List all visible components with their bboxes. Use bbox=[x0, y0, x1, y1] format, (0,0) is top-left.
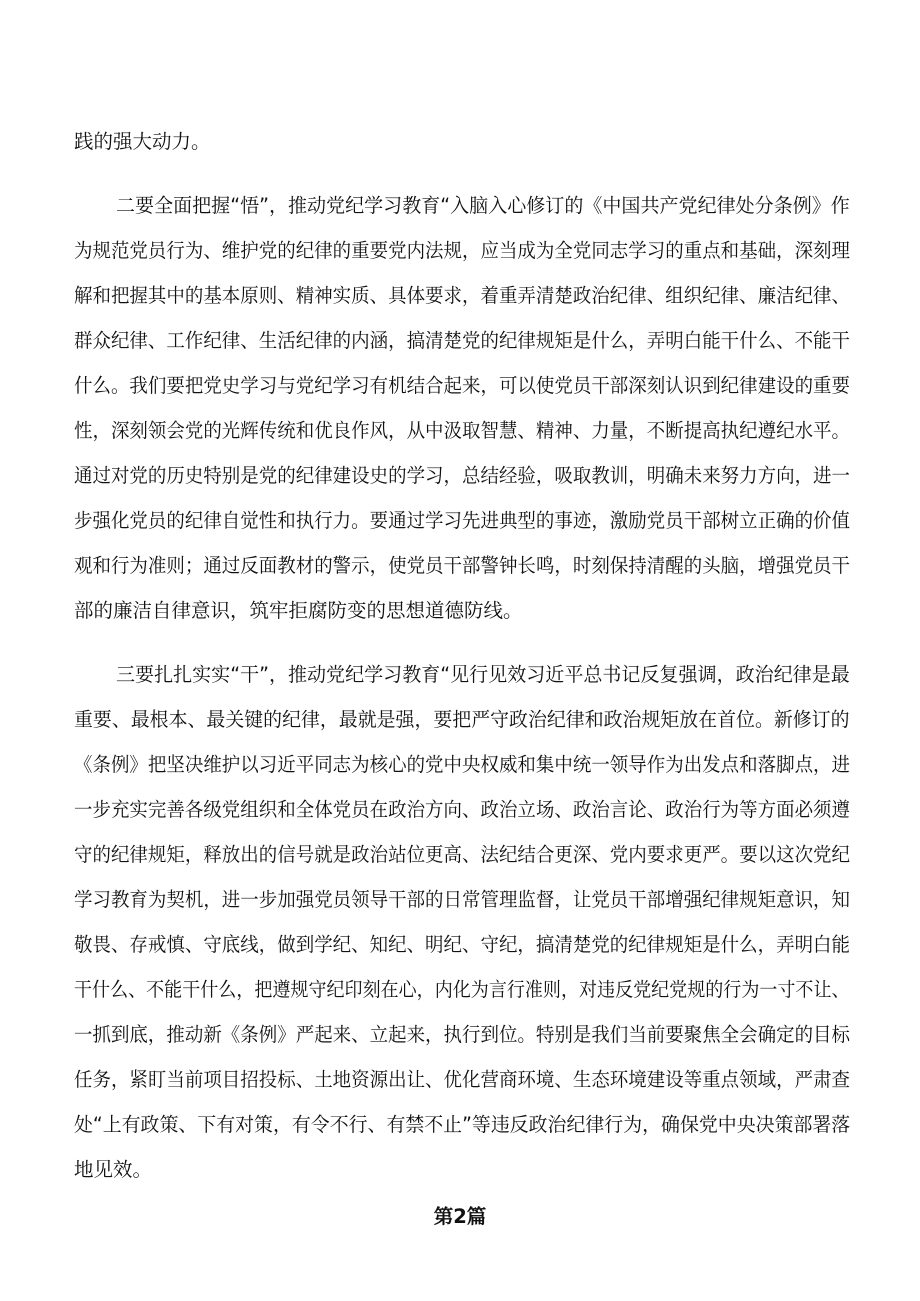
paragraph-line: 守的纪律规矩，释放出的信号就是政治站位更高、法纪结合更深、党内要求更严。要以这次党纪 bbox=[74, 843, 851, 866]
paragraph-line: 二要全面把握“悟”，推动党纪学习教育“入脑入心修订的《中国共产党纪律处分条例》作 bbox=[116, 194, 850, 217]
paragraph-line: 性，深刻领会党的光辉传统和优良作风，从中汲取智慧、精神、力量，不断提高执纪遵纪水平。 bbox=[74, 419, 851, 442]
paragraph-line: 步强化党员的纪律自觉性和执行力。要通过学习先进典型的事迹，激励党员干部树立正确的价值 bbox=[74, 509, 851, 532]
paragraph-line: 处“上有政策、下有对策，有令不行、有禁不止”等违反政治纪律行为，确保党中央决策部署落 bbox=[74, 1113, 851, 1136]
paragraph-line: 一步充实完善各级党组织和全体党员在政治方向、政治立场、政治言论、政治行为等方面必须遵 bbox=[74, 798, 851, 821]
paragraph-line: 群众纪律、工作纪律、生活纪律的内涵，搞清楚党的纪律规矩是什么，弄明白能干什么、不能干 bbox=[74, 329, 851, 352]
paragraph-line: 敬畏、存戒慎、守底线，做到学纪、知纪、明纪、守纪，搞清楚党的纪律规矩是什么，弄明白能 bbox=[74, 933, 851, 956]
paragraph-line: 三要扎扎实实“干”，推动党纪学习教育“见行见效习近平总书记反复强调，政治纪律是最 bbox=[116, 663, 850, 686]
paragraph-line: 任务，紧盯当前项目招投标、土地资源出让、优化营商环境、生态环境建设等重点领域，严肃查 bbox=[74, 1068, 851, 1091]
paragraph-line: 为规范党员行为、维护党的纪律的重要党内法规，应当成为全党同志学习的重点和基础，深刻理 bbox=[74, 239, 851, 262]
paragraph-line: 什么。我们要把党史学习与党纪学习有机结合起来，可以使党员干部深刻认识到纪律建设的重要 bbox=[74, 374, 851, 397]
paragraph-line: 通过对党的历史特别是党的纪律建设史的学习，总结经验，吸取教训，明确未来努力方向，进一 bbox=[74, 464, 851, 487]
paragraph-line: 重要、最根本、最关键的纪律，最就是强，要把严守政治纪律和政治规矩放在首位。新修订的 bbox=[74, 708, 850, 731]
paragraph-line: 部的廉洁自律意识，筑牢拒腐防变的思想道德防线。 bbox=[74, 599, 523, 622]
paragraph-line: 干什么、不能干什么，把遵规守纪印刻在心，内化为言行准则，对违反党纪党规的行为一寸不让、 bbox=[74, 978, 850, 1001]
paragraph-line: 学习教育为契机，进一步加强党员领导干部的日常管理监督，让党员干部增强纪律规矩意识，知 bbox=[74, 888, 851, 911]
paragraph-line: 观和行为准则；通过反面教材的警示，使党员干部警钟长鸣，时刻保持清醒的头脑，增强党员干 bbox=[74, 554, 851, 577]
paragraph-line: 《条例》把坚决维护以习近平同志为核心的党中央权威和集中统一领导作为出发点和落脚点，进 bbox=[74, 753, 851, 776]
section-heading: 第2篇 bbox=[433, 1205, 487, 1228]
paragraph-line: 践的强大动力。 bbox=[74, 130, 211, 153]
paragraph-line: 一抓到底，推动新《条例》严起来、立起来，执行到位。特别是我们当前要聚焦全会确定的目标 bbox=[74, 1023, 851, 1046]
paragraph-line: 地见效。 bbox=[74, 1158, 153, 1181]
paragraph-line: 解和把握其中的基本原则、精神实质、具体要求，着重弄清楚政治纪律、组织纪律、廉洁纪律、 bbox=[74, 284, 851, 307]
